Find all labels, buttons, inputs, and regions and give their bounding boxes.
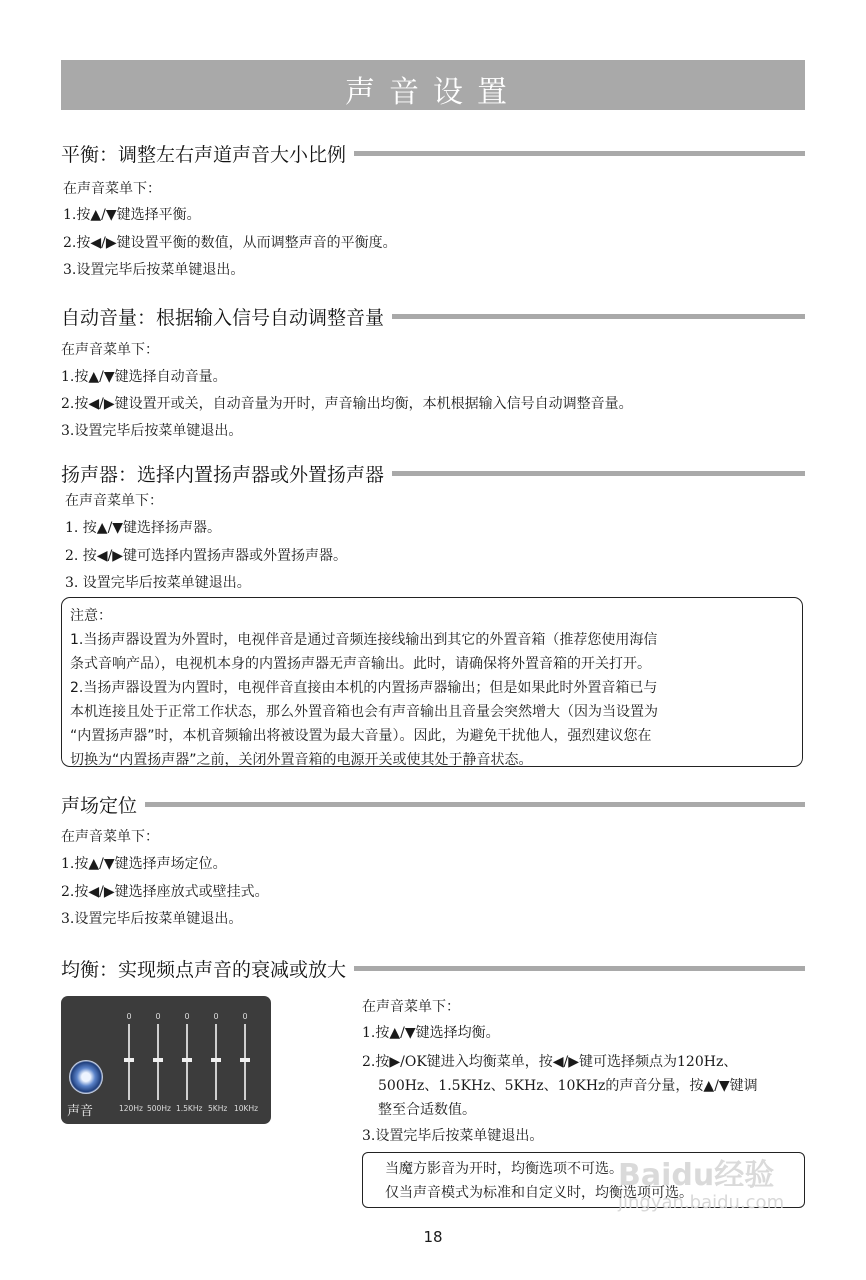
eq-slider-knob	[153, 1058, 163, 1062]
eq-band-5khz	[208, 1012, 224, 1104]
eq-band-value: 0	[155, 1012, 161, 1021]
text-line: 3.设置完毕后按菜单键退出。	[61, 423, 243, 439]
text-line: 2.按◀/▶键设置平衡的数值，从而调整声音的平衡度。	[63, 235, 397, 251]
section-rule	[392, 471, 805, 476]
text-line: 3.设置完毕后按菜单键退出。	[63, 262, 245, 278]
watermark-url: jingyan.baidu.com	[618, 1192, 785, 1213]
eq-slider-track	[128, 1024, 130, 1100]
section-title: 扬声器：选择内置扬声器或外置扬声器	[61, 463, 385, 486]
section-title: 声场定位	[61, 794, 138, 817]
note-line: 切换为“内置扬声器”之前，关闭外置音箱的电源开关或使其处于静音状态。	[70, 752, 533, 768]
section-heading-balance	[61, 140, 805, 166]
text-line: 2. 按◀/▶键可选择内置扬声器或外置扬声器。	[65, 548, 348, 564]
note-line: 2.当扬声器设置为内置时，电视伴音直接由本机的内置扬声器输出；但是如果此时外置音箱已与	[70, 680, 658, 696]
section-title: 自动音量：根据输入信号自动调整音量	[61, 306, 385, 329]
panel-label: 声音	[67, 1104, 94, 1119]
section-heading-sound-field	[61, 791, 805, 817]
section-rule	[354, 966, 805, 971]
eq-slider-track	[186, 1024, 188, 1100]
note-line: “内置扬声器”时，本机音频输出将被设置为最大音量）。因此，为避免干扰他人，强烈建议您在	[70, 728, 652, 744]
note-line: 条式音响产品），电视机本身的内置扬声器无声音输出。此时，请确保将外置音箱的开关打开。	[70, 656, 651, 672]
eq-band-120hz	[121, 1012, 137, 1104]
text-line: 1.按▲/▼键选择声场定位。	[61, 856, 227, 872]
equalizer-panel	[61, 996, 271, 1124]
page-title-bar	[61, 60, 805, 110]
page-title: 声音设置	[345, 75, 521, 110]
section-heading-auto-volume	[61, 303, 805, 329]
eq-band-value: 0	[213, 1012, 219, 1021]
eq-band-label: 120Hz	[119, 1104, 143, 1113]
text-line: 在声音菜单下：	[65, 493, 163, 509]
text-line: 在声音菜单下：	[362, 999, 460, 1015]
text-line: 3. 设置完毕后按菜单键退出。	[65, 575, 251, 591]
eq-slider-track	[244, 1024, 246, 1100]
eq-slider-track	[215, 1024, 217, 1100]
note-line: 当魔方影音为开时，均衡选项不可选。	[385, 1161, 623, 1177]
eq-band-value: 0	[242, 1012, 248, 1021]
eq-band-1-5khz	[179, 1012, 195, 1104]
text-line: 1. 按▲/▼键选择扬声器。	[65, 520, 222, 536]
text-line: 在声音菜单下：	[63, 181, 161, 197]
eq-band-value: 0	[184, 1012, 190, 1021]
section-rule	[392, 314, 805, 319]
section-rule	[354, 151, 805, 156]
eq-band-value: 0	[126, 1012, 132, 1021]
eq-band-label: 5KHz	[208, 1104, 228, 1113]
text-line: 2.按◀/▶键选择座放式或壁挂式。	[61, 884, 269, 900]
speaker-icon	[69, 1060, 103, 1094]
section-heading-equalizer	[61, 955, 805, 981]
text-line: 1.按▲/▼键选择均衡。	[362, 1025, 500, 1041]
eq-slider-track	[157, 1024, 159, 1100]
text-line: 在声音菜单下：	[61, 829, 159, 845]
eq-slider-knob	[211, 1058, 221, 1062]
section-title: 均衡：实现频点声音的衰减或放大	[61, 958, 347, 981]
note-line: 本机连接且处于正常工作状态，那么外置音箱也会有声音输出且音量会突然增大（因为当设置为	[70, 704, 658, 720]
section-title: 平衡：调整左右声道声音大小比例	[61, 143, 347, 166]
eq-band-label: 1.5KHz	[176, 1104, 203, 1113]
eq-slider-knob	[124, 1058, 134, 1062]
text-line: 3.设置完毕后按菜单键退出。	[61, 911, 243, 927]
text-line: 1.按▲/▼键选择平衡。	[63, 207, 201, 223]
eq-slider-knob	[240, 1058, 250, 1062]
eq-band-label: 10KHz	[234, 1104, 259, 1113]
section-rule	[145, 802, 805, 807]
eq-band-500hz	[150, 1012, 166, 1104]
note-line: 1.当扬声器设置为外置时，电视伴音是通过音频连接线输出到其它的外置音箱（推荐您使用海信	[70, 632, 658, 648]
note-box	[61, 597, 803, 767]
section-heading-speaker	[61, 460, 805, 486]
text-line: 在声音菜单下：	[61, 342, 159, 358]
text-line: 500Hz、1.5KHz、5KHz、10KHz的声音分量，按▲/▼键调	[378, 1078, 758, 1094]
eq-slider-knob	[182, 1058, 192, 1062]
eq-band-10khz	[237, 1012, 253, 1104]
text-line: 2.按▶/OK键进入均衡菜单，按◀/▶键可选择频点为120Hz、	[362, 1054, 738, 1070]
note-line: 仅当声音模式为标准和自定义时，均衡选项可选。	[385, 1185, 693, 1201]
note-line: 注意：	[70, 608, 112, 624]
text-line: 整至合适数值。	[378, 1102, 476, 1118]
text-line: 1.按▲/▼键选择自动音量。	[61, 369, 227, 385]
watermark-logo: Baidu经验	[618, 1158, 775, 1193]
eq-band-label: 500Hz	[147, 1104, 171, 1113]
page-number: 18	[423, 1228, 443, 1246]
text-line: 3.设置完毕后按菜单键退出。	[362, 1128, 544, 1144]
text-line: 2.按◀/▶键设置开或关，自动音量为开时，声音输出均衡，本机根据输入信号自动调整音量。	[61, 396, 633, 412]
